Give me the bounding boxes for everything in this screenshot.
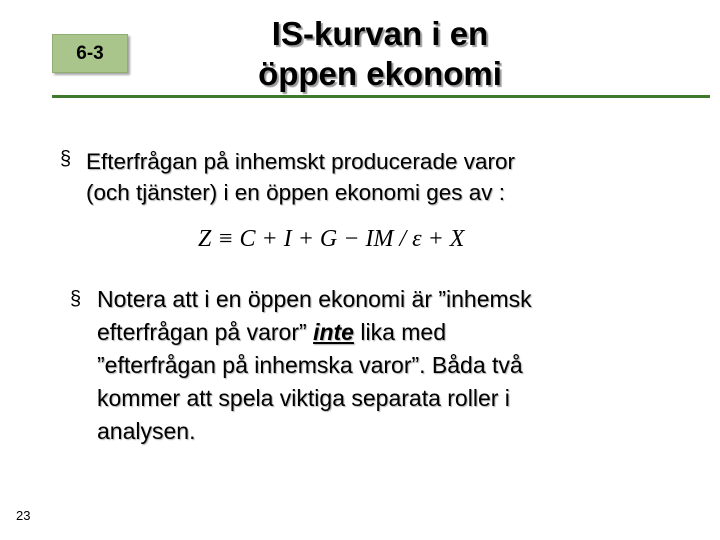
bullet-2-line-2: [97, 316, 690, 349]
page-number: 23: [16, 508, 31, 523]
bullet-2-line-3: ”efterfrågan på inhemska varor”. Båda två: [97, 352, 523, 378]
bullet-demand-definition: [60, 146, 660, 208]
slide-title-line-1: IS-kurvan i en: [271, 15, 489, 52]
slide-title-line-2: öppen ekonomi: [258, 55, 502, 92]
emphasis-inte: inte: [313, 319, 354, 345]
bullet-2-line-2-post: lika med: [353, 319, 446, 345]
bullet-marker-icon: §: [60, 148, 72, 170]
chapter-badge-label: 6-3: [76, 42, 104, 64]
bullet-domestic-demand-note: [70, 283, 690, 448]
bullet-marker-icon: §: [70, 288, 82, 310]
bullet-2-line-5: analysen.: [97, 418, 196, 444]
bullet-2-line-4: kommer att spela viktiga separata roller i: [97, 385, 510, 411]
bullet-2-line-1: Notera att i en öppen ekonomi är ”inhemsk: [97, 286, 532, 312]
bullet-1-line-1: Efterfrågan på inhemskt producerade varor: [86, 149, 515, 174]
bullet-2-line-2-pre: efterfrågan på varor”: [97, 319, 314, 345]
title-divider: [52, 95, 710, 98]
demand-formula: Z ≡ C + I + G − IM / ε + X: [198, 226, 465, 252]
bullet-1-line-2: (och tjänster) i en öppen ekonomi ges av :: [86, 180, 505, 205]
slide-title: [160, 14, 600, 94]
chapter-badge: [52, 34, 128, 73]
